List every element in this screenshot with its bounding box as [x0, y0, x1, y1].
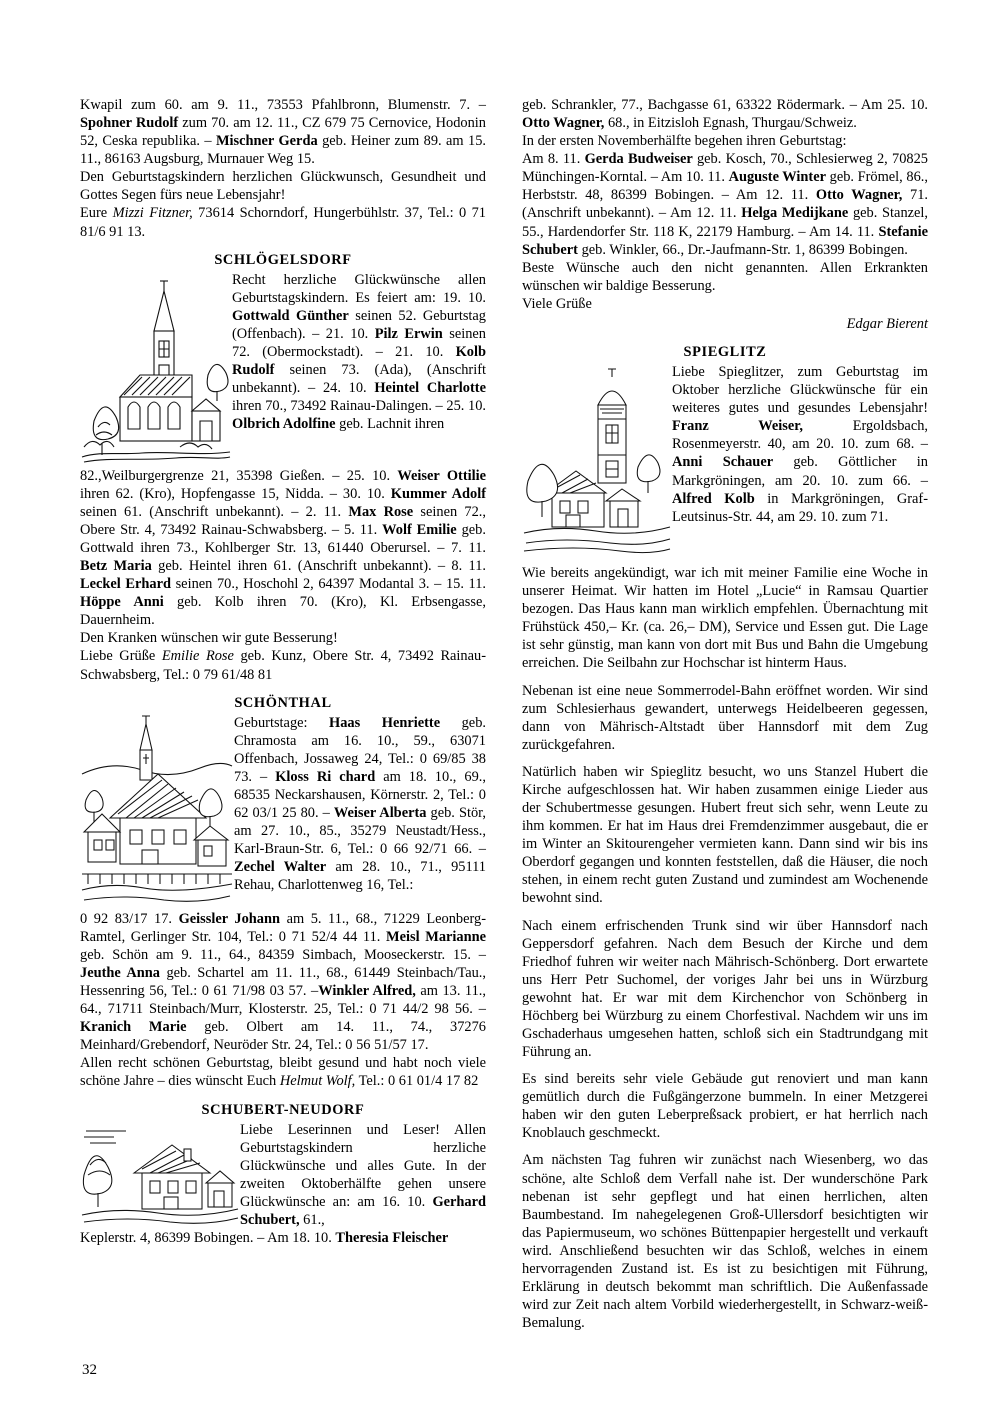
section-heading-schloegelsdorf: SCHLÖGELSDORF: [214, 251, 352, 268]
intro-paragraph-2: Den Geburtstagskindern herzlichen Glückwunsch, Gesundheit und Gottes Segen fürs neue Lebensjahr!: [80, 169, 486, 204]
intro-paragraph-3: Eure Mizzi Fitzner, 73614 Schorndorf, Hungerbühlstr. 37, Tel.: 0 71 81/6 91 13.: [80, 205, 486, 240]
left-column: [80, 96, 486, 1247]
spieglitz-wrapped-text: Liebe Spieglitzer, zum Geburtstag im Oktober herzliche Glückwünsche für ein weiteres gutes und gesundes Lebensjahr! Franz Weiser, Ergoldsbach, Rosenmeyerstr. 40, am 20. 10. zum 68. – Anni Schauer geb. Göttlicher in Markgröningen, am 20. 10. zum 66. – Alfred Kolb in Markgröningen, Graf-Leutsinus-Str. 44, am 29. 10. zum 71.: [672, 364, 929, 525]
continuation-signature: Edgar Bierent: [846, 315, 928, 332]
continuation-paragraph-2: In der ersten Novemberhälfte begehen ihren Geburtstag:: [522, 133, 847, 150]
intro-paragraph-1: Kwapil zum 60. am 9. 11., 73553 Pfahlbronn, Blumenstr. 7. – Spohner Rudolf zum 70. am 12. 11., CZ 679 75 Cernovice, Hodonin 52, Ceska republika. – Mischner Gerda geb. Heiner zum 89. am 15. 11., 86163 Augsburg, Murnauer Weg 15.: [80, 97, 487, 168]
schloegelsdorf-signature: Liebe Grüße Emilie Rose geb. Kunz, Obere Str. 4, 73492 Rainau-Schwabsberg, Tel.: 0 79 61/48 81: [80, 648, 486, 683]
two-column-layout: [80, 96, 928, 1346]
schubert-neudorf-wrapped-text: Liebe Leserinnen und Leser! Allen Geburtstagskindern herzliche Glückwünsche und alles Gute. In der zweiten Oktoberhälfte gehen unsere Glückwünsche an: am 16. 10. Gerhard Schubert, 61.,: [240, 1121, 486, 1228]
farmhouse-illustration: [80, 1121, 240, 1229]
schubert-neudorf-body-text: Keplerstr. 4, 86399 Bobingen. – Am 18. 10. Theresia Fleischer: [80, 1230, 449, 1247]
spieglitz-paragraph-3: Natürlich haben wir Spieglitz besucht, wo uns Stanzel Hubert die Kirche aufgeschlossen hat. Wir haben zusammen einige Lieder aus der Schubertmesse gesungen. Hubert freut sich sehr, wenn Leute zu ihm kommen. Er hat im Haus drei Fremdenzimmer ausgebaut, die er im Winter an Skitourengeher vermieten kann. Dann sind wir bis ins Oberdorf gegangen und konnten feststellen, daß die Häuser, die noch stehen, in einem recht guten Zustand und zumindest am Wochenende bewohnt sind.: [522, 763, 928, 907]
continuation-paragraph-3: Am 8. 11. Gerda Budweiser geb. Kosch, 70., Schlesierweg 2, 70825 Münchingen-Korntal. – Am 10. 11. Auguste Winter geb. Frömel, 86., Herbststr. 48, 86399 Bobingen. – Am 12. 11. Otto Wagner, 71. (Anschrift unbekannt). – Am 12. 11. Helga Medijkane geb. Stanzel, 55., Hardendorfer Str. 118 K, 22179 Hamburg. – Am 14. 11. Stefanie Schubert geb. Winkler, 66., Dr.-Jaufmann-Str. 1, 86399 Bobingen.: [522, 151, 929, 258]
continuation-paragraph-4: Beste Wünsche auch den nicht genannten. Allen Erkrankten wünschen wir baldige Besserung.: [522, 259, 928, 294]
schloegelsdorf-body-text: 82.,Weilburgergrenze 21, 35398 Gießen. – 25. 10. Weiser Ottilie ihren 62. (Kro), Hopfengasse 15, Nidda. – 30. 10. Kummer Adolf seinen 61. (Anschrift unbekannt). – 2. 11. Max Rose seinen 72., Obere Str. 4, 73492 Rainau-Schwabsberg. – 5. 11. Wolf Emilie geb. Gottwald ihren 73., Kohlberger Str. 13, 61440 Oberursel. – 7. 11. Betz Maria geb. Heintel ihren 61. (Anschrift unbekannt). – 8. 11. Leckel Erhard seinen 70., Hoschohl 2, 64397 Modantal 3. – 15. 11. Höppe Anni geb. Kolb ihren 70. (Kro), Kl. Erbsengasse, Dauernheim.: [80, 467, 487, 629]
section-heading-schubert-neudorf: SCHUBERT-NEUDORF: [201, 1101, 365, 1118]
schoenthal-closing: Allen recht schönen Geburtstag, bleibt gesund und habt noch viele schöne Jahre – dies wünscht Euch Helmut Wolf, Tel.: 0 61 01/4 17 82: [80, 1055, 486, 1090]
continuation-paragraph-1: geb. Schrankler, 77., Bachgasse 61, 63322 Rödermark. – Am 25. 10. Otto Wagner, 68., in Eitzisloh Egnash, Thurgau/Schweiz.: [522, 97, 928, 132]
schoenthal-body-text: 0 92 83/17 17. Geissler Johann am 5. 11., 68., 71229 Leonberg-Ramtel, Gerlinger Str. 104, Tel.: 0 71 52/4 44 11. Meisl Marianne geb. Schön am 9. 11., 64., 84359 Simbach, Mooseckerstr. 15. – Jeuthe Anna geb. Schartel am 11. 11., 68., 61449 Steinbach/Tau., Hessenring 56, Tel.: 0 61 71/98 03 57. –Winkler Alfred, am 13. 11., 64., 71711 Steinbach/Murr, Klosterstr. 25, Tel.: 0 71 44/2 98 56. – Kranich Marie geb. Olbert am 14. 11., 74., 37276 Meinhard/Grebendorf, Neuröder Str. 24, Tel.: 0 56 51/57 17.: [80, 910, 487, 1054]
page-number: 32: [82, 1362, 97, 1378]
church-illustration: [80, 271, 232, 467]
tower-and-house-illustration: [522, 363, 672, 555]
continuation-greeting: Viele Grüße: [522, 295, 592, 312]
schloegelsdorf-closing: Den Kranken wünschen wir gute Besserung!: [80, 630, 338, 647]
spieglitz-paragraph-6: Am nächsten Tag fuhren wir zunächst nach Wiesenberg, wo das schöne, alte Schloß dem Verfall nahe ist. Der wunderschöne Park nebenan ist sehr gepflegt und hat einen herrlichen, alten Baumbestand. Im nahegelegenen Groß-Ullersdorf besichtigten wir das Papiermuseum, wo schönes Büttenpapier hergestellt und verkauft wird. Anschließend besuchten wir das Schloß, welches in einem hervorragenden Zustand ist. Es ist zu besichtigen mit Führung, Erklärung in deutsch bekommt man schriftlich. Die Außenfassade wird zur Zeit nach altem Vorbild wiederhergestellt, in Schwarz-weiß-Bemalung.: [522, 1152, 928, 1332]
spieglitz-paragraph-1: Wie bereits angekündigt, war ich mit meiner Familie eine Woche in unserer Heimat. Wir hatten im Hotel „Lucie“ in Ramsau Quartier bezogen. Das Haus kann man wirklich empfehlen. Übernachtung mit Frühstück 450,– Kr. (ca. 26,– DM), Service und Essen gut. Die Lage ist sehr günstig, man kann von dort mit Bus und Bahn die Umgebung erreichen. Die Seilbahn zur Hochschar ist hinterm Haus.: [522, 565, 928, 672]
spieglitz-paragraph-4: Nach einem erfrischenden Trunk sind wir über Hannsdorf nach Geppersdorf gefahren. Nach dem Besuch der Kirche und dem Friedhof fuhren wir weiter nach Mährisch-Schönberg. Dort erwartete uns Herr Petr Suchomel, der voriges Jahr bei uns in Würzburg gewohnt hat. Er war mit dem Kirchenchor von Schönberg in Höchberg bei Würzburg zu einem Chorfestival. Nachdem wir uns im Gschaderhaus umgesehen hatten, schloß sich ein Stadtrundgang mit Führung an.: [522, 917, 928, 1061]
spieglitz-paragraph-2: Nebenan ist eine neue Sommerrodel-Bahn eröffnet worden. Wir sind zum Schlesierhaus gewandert, unterwegs Heidelbeeren gegessen, dann von Mährisch-Altstadt über Hannsdorf mit dem Zug zurückgefahren.: [522, 682, 928, 753]
section-heading-spieglitz: SPIEGLITZ: [683, 344, 767, 361]
schloegelsdorf-wrapped-text: Recht herzliche Glückwünsche allen Geburtstagskindern. Es feiert am: 19. 10. Gottwald Günther seinen 52. Geburtstag (Offenbach). – 21. 10. Pilz Erwin seinen 72. (Obermockstadt). – 21. 10. Kolb Rudolf seinen 73. (Ada), (Anschrift unbekannt). – 24. 10. Heintel Charlotte ihren 70., 73492 Rainau-Dalingen. – 25. 10. Olbrich Adolfine geb. Lachnit ihren: [232, 271, 486, 433]
spieglitz-paragraph-5: Es sind bereits sehr viele Gebäude gut renoviert und man kann gemütlich durch die Fußgängerzone bummeln. In einer Metzgerei haben wir den guten Leberpreßsack probiert, er hat herrlich nach Knoblauch geschmeckt.: [522, 1071, 928, 1142]
right-column: [522, 96, 928, 1332]
spieglitz-block: [522, 363, 928, 1332]
schubert-neudorf-block: [80, 1121, 486, 1248]
schoenthal-wrapped-text: Geburtstage: Haas Henriette geb. Chramosta am 16. 10., 59., 63071 Offenbach, Jossaweg 24, Tel.: 0 69/85 38 73. – Kloss Ri chard am 18. 10., 69., 68535 Neckarshausen, Körnerstr. 2, Tel.: 0 62 03/1 25 80. – Weiser Alberta geb. Stör, am 27. 10., 85., 35279 Neustadt/Hess., Karl-Braun-Str. 6, Tel.: 0 66 92/71 66. – Zechel Walter am 28. 10., 71., 95111 Rehau, Charlottenweg 16, Tel.:: [234, 714, 486, 894]
schloegelsdorf-block: [80, 271, 486, 684]
schoenthal-block: [80, 714, 486, 1091]
section-heading-schoenthal: SCHÖNTHAL: [234, 694, 332, 711]
village-houses-illustration: [80, 714, 234, 910]
